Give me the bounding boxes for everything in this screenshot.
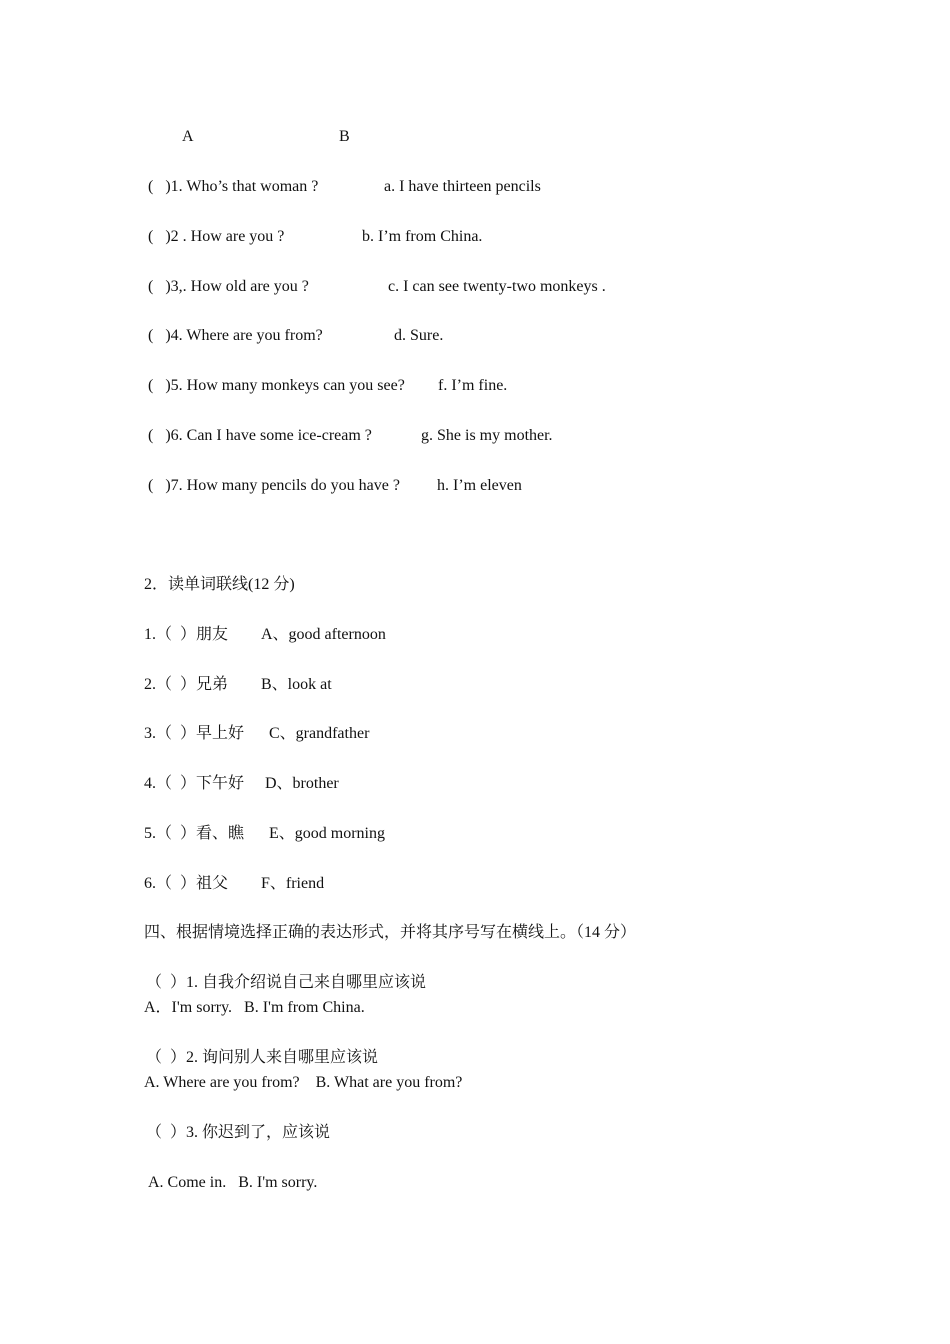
match-answer-h: h. I’m eleven — [437, 477, 522, 494]
match-answer-f: f. I’m fine. — [438, 377, 508, 394]
match-answer-d: d. Sure. — [394, 327, 444, 344]
match-answer-a: a. I have thirteen pencils — [384, 178, 541, 195]
word-option-d: D、brother — [265, 775, 339, 792]
match-answer-c: c. I can see twenty-two monkeys . — [388, 278, 606, 295]
situation-options-3: A. Come in. B. I'm sorry. — [148, 1174, 318, 1191]
word-option-b: B、look at — [261, 676, 332, 693]
match-question-3: ( )3,. How old are you ? — [148, 278, 309, 295]
match-answer-g: g. She is my mother. — [421, 427, 553, 444]
match-question-4: ( )4. Where are you from? — [148, 327, 323, 344]
word-option-f: F、friend — [261, 875, 325, 892]
word-item-4: 4.（ ）下午好 — [144, 775, 245, 792]
word-item-2: 2.（ ）兄弟 — [144, 676, 229, 693]
situation-question-1: （ ）1. 自我介绍说自己来自哪里应该说 — [146, 974, 427, 991]
match-question-7: ( )7. How many pencils do you have ? — [148, 477, 400, 494]
match-question-2: ( )2 . How are you ? — [148, 228, 285, 245]
situation-question-3: （ ）3. 你迟到了，应该说 — [146, 1124, 331, 1141]
word-item-6: 6.（ ）祖父 — [144, 875, 229, 892]
column-b-header: B — [339, 128, 350, 145]
match-question-1: ( )1. Who’s that woman ? — [148, 178, 319, 195]
column-a-header: A — [182, 128, 194, 145]
section-4-title: 四、根据情境选择正确的表达形式，并将其序号写在横线上。（14 分） — [144, 924, 637, 941]
situation-question-2: （ ）2. 询问别人来自哪里应该说 — [146, 1049, 379, 1066]
match-question-6: ( )6. Can I have some ice-cream ? — [148, 427, 372, 444]
word-item-3: 3.（ ）早上好 — [144, 725, 245, 742]
section-2-title: 2．读单词联线(12 分) — [144, 576, 295, 593]
word-option-c: C、grandfather — [269, 725, 370, 742]
word-option-e: E、good morning — [269, 825, 385, 842]
word-option-a: A、good afternoon — [261, 626, 386, 643]
word-item-5: 5.（ ）看、瞧 — [144, 825, 245, 842]
match-answer-b: b. I’m from China. — [362, 228, 483, 245]
word-item-1: 1.（ ）朋友 — [144, 626, 229, 643]
situation-options-1: A．I'm sorry. B. I'm from China. — [144, 999, 365, 1016]
situation-options-2: A. Where are you from? B. What are you from? — [144, 1074, 463, 1091]
match-question-5: ( )5. How many monkeys can you see? — [148, 377, 405, 394]
